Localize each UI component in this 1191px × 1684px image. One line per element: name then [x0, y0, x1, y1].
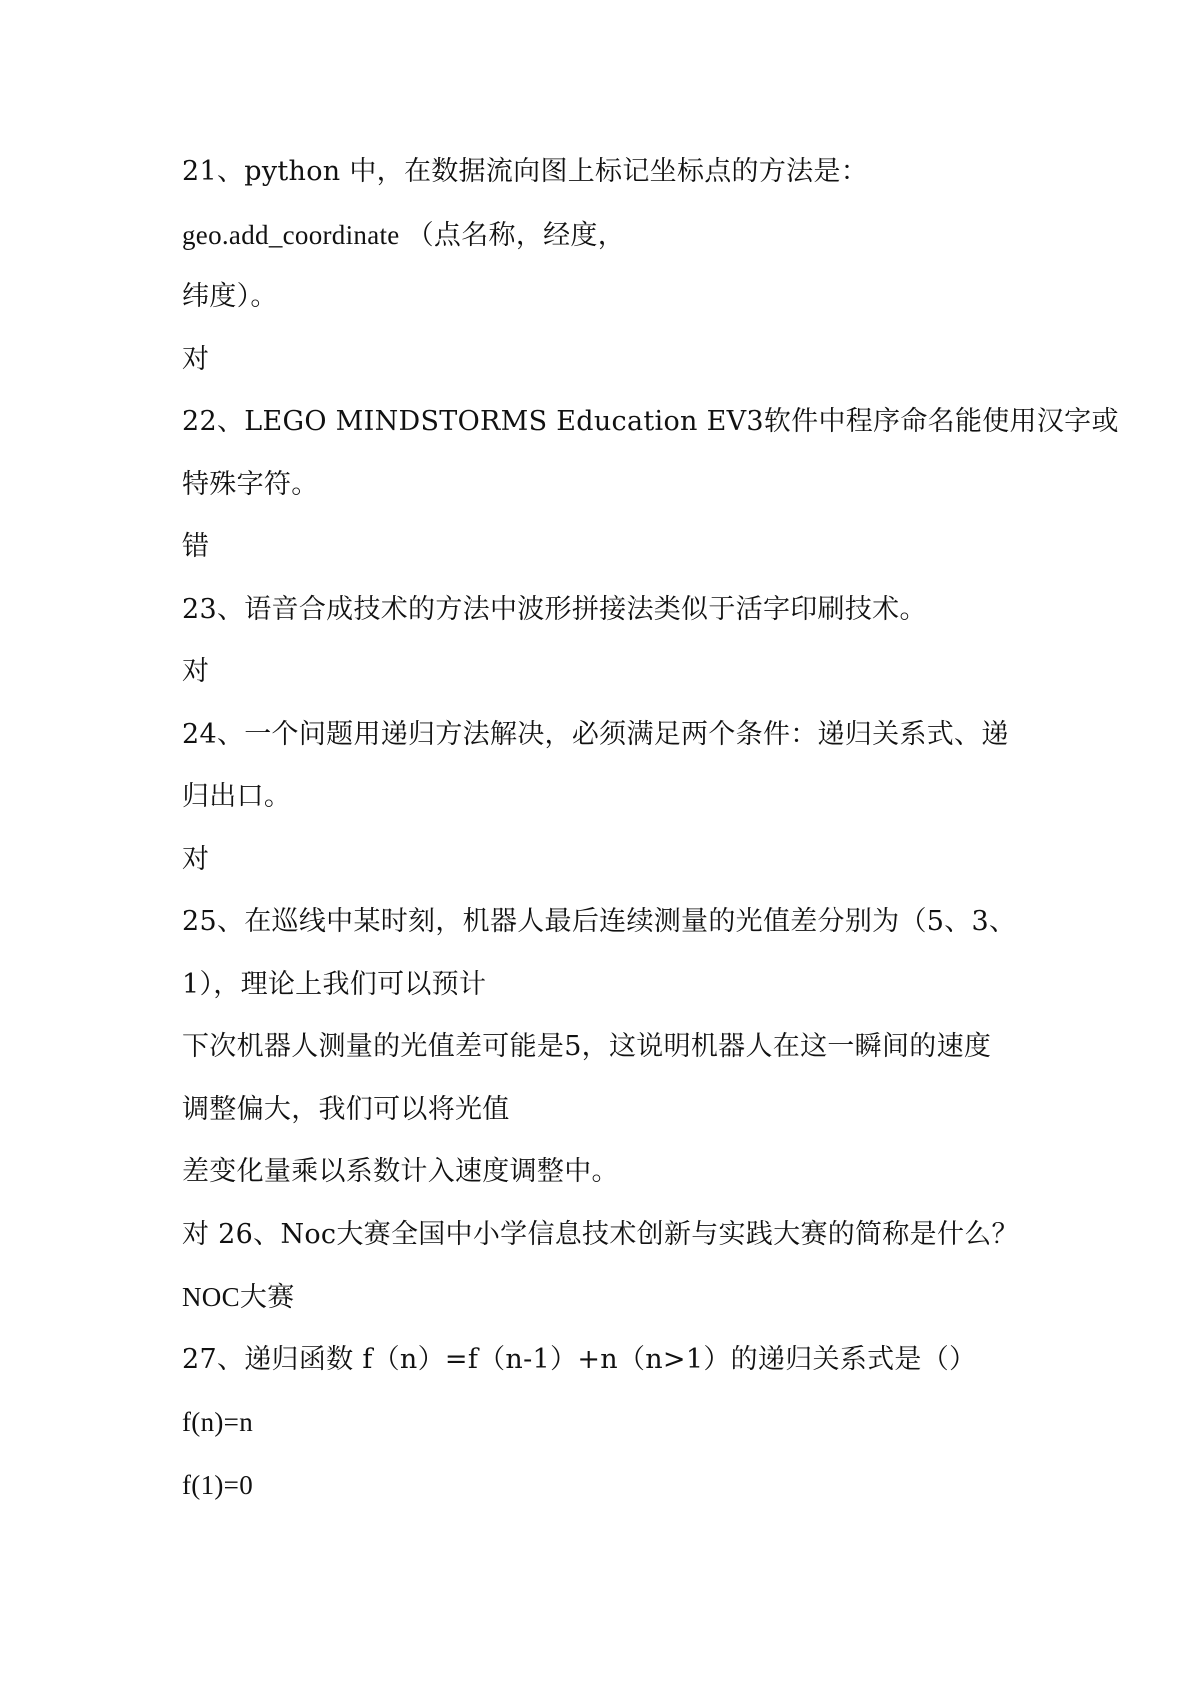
answer-23: 对	[182, 656, 210, 687]
answer-25-and-question-26: 对 26、Noc大赛全国中小学信息技术创新与实践大赛的简称是什么？	[182, 1219, 1019, 1250]
question-25-text-cont-1: 1），理论上我们可以预计	[182, 969, 487, 1000]
question-21-text: 21、python 中，在数据流向图上标记坐标点的方法是：	[182, 156, 869, 187]
question-25-text-cont-2: 下次机器人测量的光值差可能是5，这说明机器人在这一瞬间的速度	[182, 1031, 992, 1062]
answer-26: NOC大赛	[182, 1282, 295, 1312]
question-21-text-end: 纬度）。	[182, 281, 278, 312]
question-24-text-end: 归出口。	[182, 781, 292, 812]
question-22-text-end: 特殊字符。	[182, 469, 319, 500]
question-25-text: 25、在巡线中某时刻，机器人最后连续测量的光值差分别为（5、3、	[182, 906, 1017, 937]
question-27-text: 27、递归函数 f（n）=f（n-1）+n（n>1）的递归关系式是（）	[182, 1344, 977, 1375]
answer-24: 对	[182, 844, 210, 875]
answer-21: 对	[182, 344, 210, 375]
question-21-text-cont: geo.add_coordinate （点名称，经度，	[182, 220, 626, 250]
question-22-text: 22、LEGO MINDSTORMS Education EV3软件中程序命名能使用汉字或	[182, 406, 1119, 437]
question-25-text-cont-3: 调整偏大，我们可以将光值	[182, 1094, 510, 1125]
question-27-option-2: f(1)=0	[182, 1470, 254, 1500]
question-23-text: 23、语音合成技术的方法中波形拼接法类似于活字印刷技术。	[182, 594, 927, 625]
question-27-option-1: f(n)=n	[182, 1407, 254, 1437]
answer-22: 错	[182, 531, 210, 562]
question-25-text-end: 差变化量乘以系数计入速度调整中。	[182, 1156, 619, 1187]
question-24-text: 24、一个问题用递归方法解决，必须满足两个条件：递归关系式、递	[182, 719, 1009, 750]
